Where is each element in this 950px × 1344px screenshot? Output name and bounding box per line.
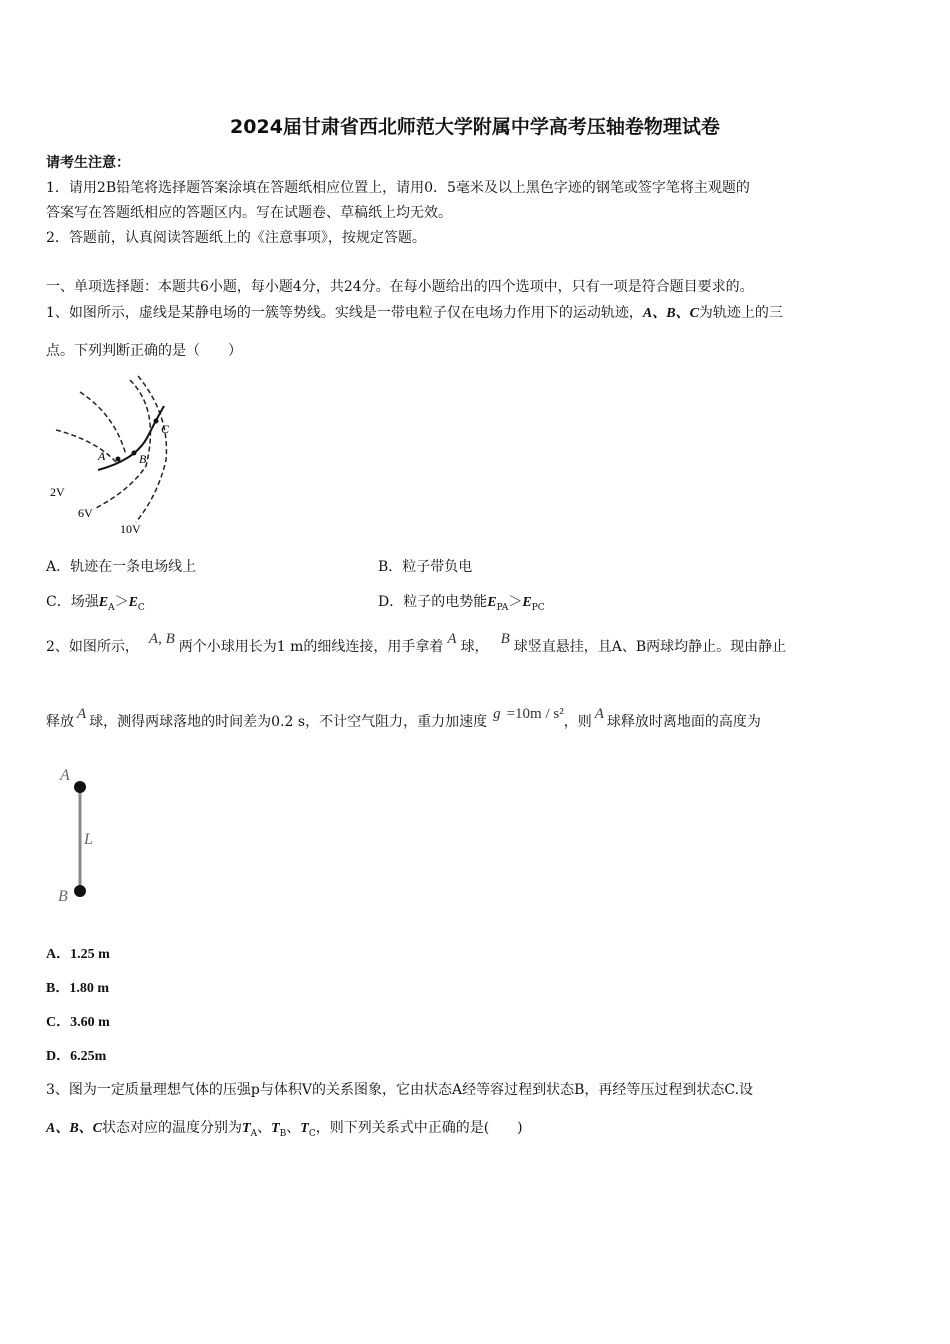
ball-b (74, 885, 86, 897)
q1-option-c-sub2: C (137, 602, 145, 613)
notice-line-2: 答案写在答题纸相应的答题区内。写在试题卷、草稿纸上均无效。 (46, 205, 452, 221)
q3-sep-2: 、 (286, 1120, 301, 1136)
q3-sub-c: C (308, 1128, 316, 1139)
q2-math-a2: A (77, 706, 87, 722)
label-length-l: L (84, 831, 93, 848)
label-ball-b: B (58, 888, 68, 905)
q1-option-c-gt: ＞ (114, 594, 129, 610)
q3-vars: A、B、C (46, 1121, 103, 1136)
point-a-dot (116, 457, 121, 462)
page-title: 2024届甘肃省西北师范大学附属中学高考压轴卷物理试卷 (230, 116, 720, 138)
notice-line-3: 2．答题前，认真阅读答题纸上的《注意事项》，按规定答题。 (46, 230, 426, 246)
q1-stem-line-1 (46, 302, 783, 322)
q2-math-a3: A (594, 706, 604, 722)
q2-stem-line-2 (46, 706, 761, 731)
point-c-dot (154, 419, 159, 424)
q1-option-d-gt: ＞ (508, 594, 523, 610)
q2-option-b[interactable]: B．1.80 m (46, 981, 109, 996)
q1-stem-vars: A、B、C (642, 306, 699, 321)
q2-text-4: 球竖直悬挂，且A、B两球均静止。现由静止 (513, 639, 787, 655)
q2-stem-line-1 (46, 631, 787, 656)
notice-line-1: 1．请用2B铅笔将选择题答案涂填在答题纸相应位置上，请用0．5毫米及以上黑色字迹的钢笔或签字笔将主观题的 (46, 180, 750, 196)
q3-t-a: T (242, 1121, 251, 1136)
q2-text-5: 释放 (46, 714, 74, 730)
q1-option-c-e1: E (98, 595, 109, 610)
equipotential-line-2v-lower (56, 430, 116, 462)
q1-option-d[interactable] (378, 591, 545, 613)
label-point-c: C (161, 422, 170, 436)
q1-stem-line-2: 点。下列判断正确的是（ ） (46, 343, 242, 359)
q3-stem-line-2 (46, 1117, 523, 1139)
q2-text-3: 球， (460, 639, 489, 655)
q2-math-g: g (493, 706, 501, 722)
label-point-a: A (98, 449, 106, 463)
label-2v: 2V (50, 485, 65, 499)
q1-stem-post: 为轨迹上的三 (698, 305, 783, 321)
equipotential-line-2v (80, 392, 126, 455)
particle-trajectory (98, 406, 164, 470)
q1-option-a[interactable]: A．轨迹在一条电场线上 (46, 559, 197, 575)
q3-text-end: ，则下列关系式中正确的是( ) (315, 1120, 523, 1136)
q2-text-2: 两个小球用长为1 m的细线连接，用手拿着 (178, 639, 444, 655)
label-point-b: B (139, 452, 147, 466)
q2-math-b: B (500, 631, 510, 647)
q2-math-gval: =10m / s² (506, 706, 564, 722)
q3-stem-line-1: 3、图为一定质量理想气体的压强p与体积V的关系图象，它由状态A经等容过程到状态B，再经等压过程到状态C.设 (46, 1082, 754, 1098)
q2-option-c[interactable]: C．3.60 m (46, 1015, 110, 1030)
q2-text-8: 球释放时离地面的高度为 (606, 714, 761, 730)
notice-heading: 请考生注意： (46, 155, 130, 171)
q2-option-d[interactable]: D．6.25m (46, 1049, 107, 1064)
q1-option-c-text: C．场强 (46, 594, 99, 610)
q3-text-mid: 状态对应的温度分别为 (102, 1120, 243, 1136)
q3-sep-1: 、 (257, 1120, 272, 1136)
q1-equipotential-figure (40, 370, 190, 540)
section-heading: 一、单项选择题：本题共6小题，每小题4分，共24分。在每小题给出的四个选项中，只有一项是符合题目要求的。 (46, 279, 754, 295)
q1-option-d-e2: E (522, 595, 532, 610)
ball-a (74, 781, 86, 793)
q1-option-d-sub1: PA (496, 602, 509, 613)
equipotential-line-10v (136, 376, 166, 522)
label-ball-a: A (60, 767, 70, 784)
q2-text-6: 球，测得两球落地的时间差为0.2 s，不计空气阻力，重力加速度 (89, 714, 488, 730)
q2-text-1: 2、如图所示， (46, 639, 139, 655)
q3-t-c: T (300, 1121, 309, 1136)
q1-stem-pre: 1、如图所示，虚线是某静电场的一簇等势线。实线是一带电粒子仅在电场力作用下的运动轨迹， (46, 305, 643, 321)
label-10v: 10V (120, 522, 141, 536)
q2-math-a: A (447, 631, 457, 647)
q2-option-a[interactable]: A．1.25 m (46, 947, 110, 962)
q2-text-7: ，则 (563, 714, 592, 730)
q2-ball-figure (50, 760, 120, 910)
q1-option-c[interactable] (46, 591, 145, 613)
q1-option-c-sub1: A (108, 602, 115, 613)
q3-sub-b: B (279, 1128, 287, 1139)
q2-math-ab: A, B (148, 631, 175, 647)
q1-option-d-text: D．粒子的电势能 (378, 594, 488, 610)
q3-sub-a: A (250, 1128, 258, 1139)
q1-option-c-e2: E (128, 595, 138, 610)
q1-option-d-e1: E (487, 595, 497, 610)
label-6v: 6V (78, 506, 93, 520)
point-b-dot (132, 451, 137, 456)
q1-option-b[interactable]: B．粒子带负电 (378, 559, 473, 575)
q3-t-b: T (271, 1121, 280, 1136)
q1-option-d-sub2: PC (531, 602, 545, 613)
